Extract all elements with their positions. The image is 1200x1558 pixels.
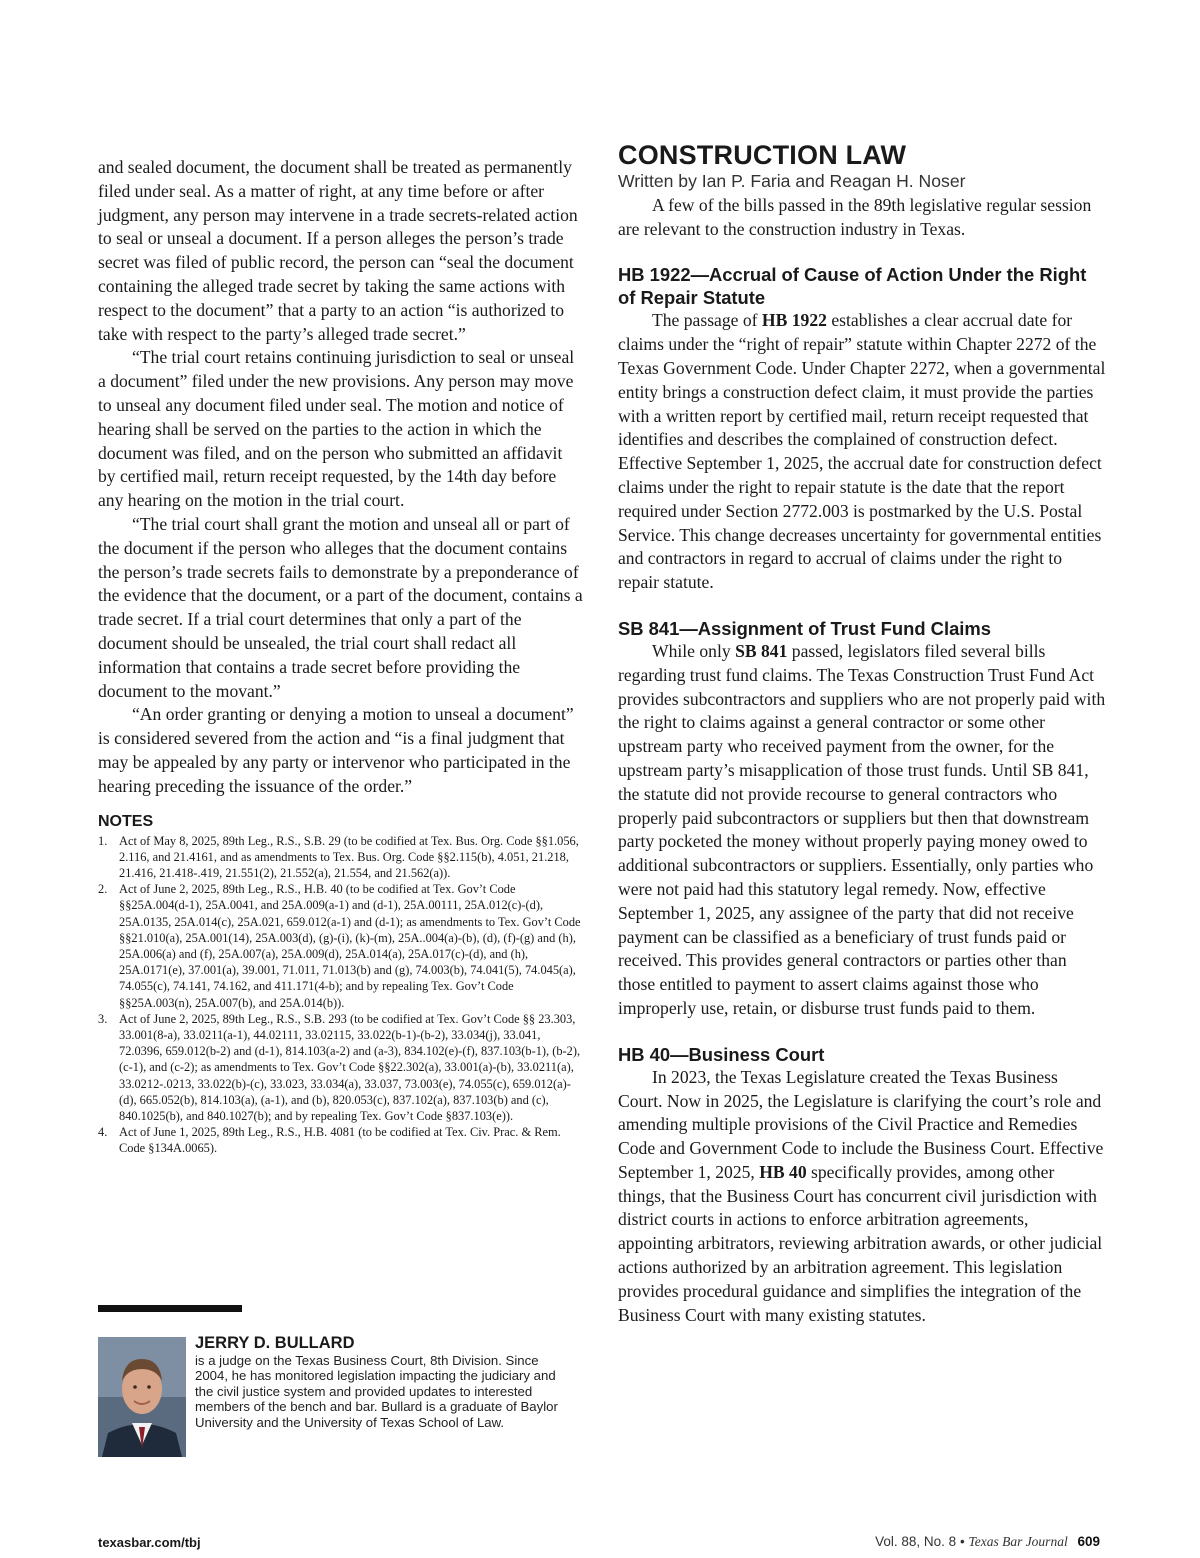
section-paragraph: In 2023, the Texas Legislature created the Texas Business Court. Now in 2025, the Legislature is clarifying the court’s role and amending multiple provisions of the Civil Practice and Remedies Code and Government Code to include the Business Court. Effective September 1, 2025, HB 40 specifically provides, among other things, that the Business Court has concurrent civil jurisdiction with district courts in actions to enforce arbitration agreements, appointing arbitrators, reviewing arbitration awards, or other judicial actions authorized by an arbitration agreement. This legislation provides procedural guidance and simplifies the integration of the Business Court with many existing statutes. bbox=[618, 1066, 1104, 1325]
paragraph: and sealed document, the document shall be treated as permanently filed under seal. As a matter of right, at any time before or after judgment, any person may intervene in a trade secrets-related action to seal or unseal a document. If a person alleges the person’s trade secret was filed of public record, the person can “seal the document containing the alleged trade secret by taking the same actions with respect to the document” that a party to an action “is authorized to take with respect to the party’s alleged trade secret.” bbox=[98, 157, 578, 344]
paragraph: “The trial court retains continuing jurisdiction to seal or unseal a document” filed under the new provisions. Any person may move to unseal any document filed under seal. The motion and notice of hearing shall be served on the parties to the action in which the document was filed, and on the person who submitted an affidavit by certified mail, return receipt requested, by the 14th day before any hearing on the motion in the trial court. bbox=[98, 347, 575, 511]
bill-number: SB 841 bbox=[735, 640, 788, 661]
author-portrait-icon bbox=[98, 1337, 186, 1457]
note-item bbox=[98, 833, 584, 882]
note-number: 2. bbox=[98, 882, 108, 897]
section-paragraph: The passage of HB 1922 establishes a clear accrual date for claims under the “right of repair” statute within Chapter 2272 of the Texas Government Code. Under Chapter 2272, when a governmental entity brings a construction defect claim, it must provide the parties with a written report by certified mail, return receipt requested that identifies and describes the complained of construction defect. Effective September 1, 2025, the accrual date for construction defect claims under the right to repair statute is the date that the report required under Section 2772.003 is postmarked by the U.S. Postal Service. This change decreases uncertainty for governmental entities and contractors in regard to accrual of claims under the right to repair statute. bbox=[618, 310, 1106, 593]
intro-paragraph: A few of the bills passed in the 89th legislative regular session are relevant to the construction industry in Texas. bbox=[618, 194, 1092, 239]
byline: Written by Ian P. Faria and Reagan H. Noser bbox=[618, 171, 966, 191]
article-title: CONSTRUCTION LAW bbox=[618, 140, 907, 170]
author-info bbox=[195, 1333, 575, 1430]
author-photo bbox=[98, 1337, 186, 1457]
paragraph: “An order granting or denying a motion to unseal a document” is considered severed from the action and “is a final judgment that may be appealed by any party or intervenor who participated in the hearing preceding the issuance of the order.” bbox=[98, 704, 574, 796]
footer-journal: Texas Bar Journal bbox=[968, 1534, 1068, 1549]
section-heading: SB 841—Assignment of Trust Fund Claims bbox=[618, 617, 991, 639]
note-text: Act of May 8, 2025, 89th Leg., R.S., S.B. 29 (to be codified at Tex. Bus. Org. Code §§1.056, 2.116, and 21.4161, and as amendments to Tex. Bus. Org. Code §§2.115(b), 4.051, 21.218, 21.416, 21.418-.419, 21.551(2), 21.552(a), 21.554, and 21.562(a)). bbox=[119, 833, 579, 880]
note-text: Act of June 1, 2025, 89th Leg., R.S., H.B. 4081 (to be codified at Tex. Civ. Prac. & Rem. Code §134A.0065). bbox=[119, 1125, 561, 1156]
footer-url[interactable]: texasbar.com/tbj bbox=[98, 1535, 201, 1550]
footer-issue-info bbox=[875, 1534, 1100, 1550]
author-bio: is a judge on the Texas Business Court, 8th Division. Since 2004, he has monitored legislation impacting the judiciary and the civil justice system and provided updates to interested members of the bench and bar. Bullard is a graduate of Baylor University and the University of Texas School of Law. bbox=[195, 1353, 558, 1430]
paragraph: “The trial court shall grant the motion and unseal all or part of the document if the person who alleges that the document contains the person’s trade secrets fails to demonstrate by a preponderance of the evidence that the document, or a part of the document, contains a trade secret. If a trial court determines that only a part of the document should be unsealed, the trial court shall redact all information that contains a trade secret before providing the document to the movant.” bbox=[98, 513, 583, 701]
section-paragraph: While only SB 841 passed, legislators filed several bills regarding trust fund claims. The Texas Construction Trust Fund Act provides subcontractors and suppliers who are not properly paid with the right to claims against a general contractor or some other upstream party who received payment from the owner, for the upstream party’s misapplication of those trust funds. Until SB 841, the statute did not provide recourse to general contractors who properly paid subcontractors or suppliers but then that downstream party pocketed the money without properly paying money owed to additional subcontractors or suppliers. Essentially, only parties who were not paid had this statutory legal remedy. Now, effective September 1, 2025, any assignee of the party that did not receive payment can be classified as a beneficiary of trust funds paid or received. This provides general contractors or parties other than those entitled to payment to assert claims against those who improperly use, retain, or disburse trust funds paid to them. bbox=[618, 640, 1106, 1018]
footer-volume: Vol. 88, No. 8 bbox=[875, 1534, 957, 1549]
bill-number: HB 1922 bbox=[761, 310, 827, 331]
note-item bbox=[98, 1124, 584, 1156]
note-text: Act of June 2, 2025, 89th Leg., R.S., S.B. 293 (to be codified at Tex. Gov’t Code §§ 23.303, 33.001(8-a), 33.0211(a-1), 44.02111, 33.02115, 33.022(b-1)-(b-2), 33.034(j), 33.041, 72.0396, 659.012(b-2) and (d-1), 814.103(a-2) and (a-3), 834.102(e)-(f), 837.103(b-1), (b-2), (c-1), and (c-2); as amendments to Tex. Gov’t Code §§22.302(a), 33.001(a)-(b), 33.0211(a), 33.0212-.0213, 33.022(b)-(c), 33.023, 33.034(a), 33.037, 73.003(e), 74.055(c), 659.012(a)-(d), 665.052(b), 814.103(a), (a-1), and (b), 820.053(c), 837.102(a), 837.103(b) and (c), 840.1025(b), and 840.1027(b); and by repealing Tex. Gov’t Code §837.103(e)). bbox=[119, 1011, 581, 1123]
note-number: 1. bbox=[98, 833, 108, 848]
note-item bbox=[98, 881, 584, 1011]
right-column bbox=[618, 140, 1106, 1327]
page-number: 609 bbox=[1077, 1534, 1100, 1549]
note-number: 3. bbox=[98, 1011, 108, 1026]
section-heading: HB 40—Business Court bbox=[618, 1043, 825, 1065]
section-heading: HB 1922—Accrual of Cause of Action Under the Right of Repair Statute bbox=[618, 264, 1087, 309]
left-column bbox=[98, 156, 584, 1157]
notes-list bbox=[98, 833, 584, 1157]
note-item bbox=[98, 1011, 584, 1124]
author-divider bbox=[98, 1305, 242, 1312]
author-name: JERRY D. BULLARD bbox=[195, 1334, 355, 1352]
note-text: Act of June 2, 2025, 89th Leg., R.S., H.B. 40 (to be codified at Tex. Gov’t Code §§25A.004(d-1), 25A.0041, and 25A.009(a-1) and (d-1), 25A.00111, 25A.012(c)-(d), 25A.0135, 25A.014(c), 25A.021, 659.012(a-1) and (d-1); as amendments to Tex. Gov’t Code §§21.010(a), 25A.001(14), 25A.003(d), (g)-(i), (k)-(m), 25A..004(a)-(b), (d), (f)-(g) and (h), 25A.006(a) and (f), 25A.007(a), 25A.009(d), 25A.014(a), 25A.017(c)-(d), and (h), 25A.0171(e), 37.001(a), 39.001, 71.011, 71.013(b) and (g), 74.003(b), 74.041(5), 74.045(a), 74.055(c), 74.141, 74.162, and 411.171(4-b); and by repealing Tex. Gov’t Code §§25A.003(n), 25A.007(b), and 25A.014(b)). bbox=[119, 882, 581, 1010]
bill-number: HB 40 bbox=[759, 1161, 807, 1182]
footer-bullet: • bbox=[959, 1534, 965, 1549]
notes-heading: NOTES bbox=[98, 812, 154, 830]
note-number: 4. bbox=[98, 1125, 108, 1140]
